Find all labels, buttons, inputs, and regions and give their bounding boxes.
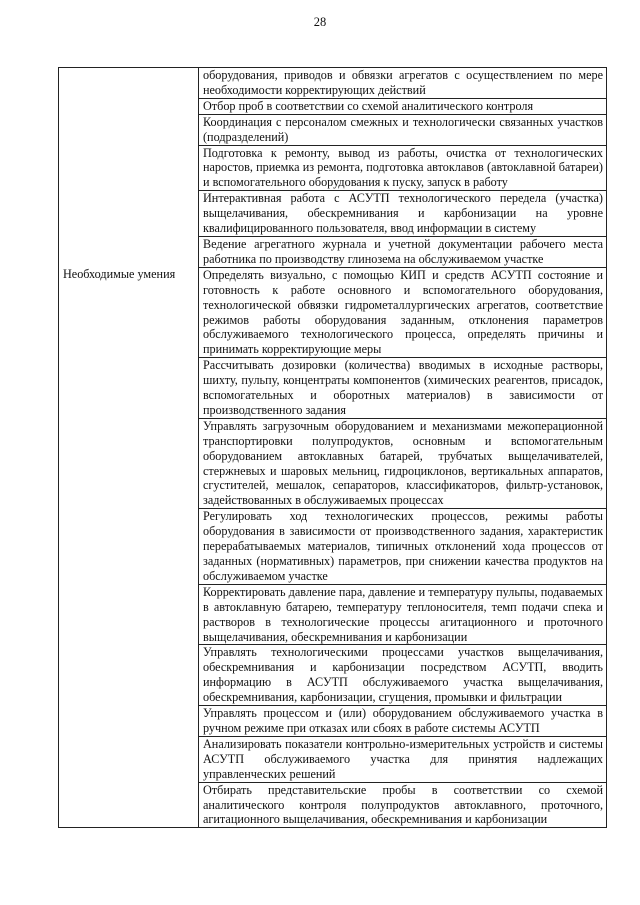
cell-text: Управлять загрузочным оборудованием и механизмами межоперационной транспортировки полупродуктов, основным и вспомогательным оборудованием автоклавных батарей, трубчатых выщелачивателей, стержневых и шаровых мельниц, гидроциклонов, вертикальных аппаратов, сгустителей, мешалок, сепараторов, классификаторов, фильтр-установок, задействованных в обслуживаемых процессах xyxy=(203,418,603,508)
table-cell xyxy=(199,114,607,145)
table-cell xyxy=(199,267,607,357)
table-cell xyxy=(199,358,607,419)
cell-text: Интерактивная работа с АСУТП технологического передела (участка) выщелачивания, обескремнивания и карбонизации на уровне квалифицированного пользователя, ввод информации в систему xyxy=(203,191,603,236)
cell-text: Ведение агрегатного журнала и учетной документации рабочего места работника по производству глинозема на обслуживаемом участке xyxy=(203,236,603,266)
cell-text: Отбор проб в соответствии со схемой аналитического контроля xyxy=(203,98,534,113)
page-number: 28 xyxy=(313,15,327,29)
section-label: Необходимые умения xyxy=(63,267,176,282)
cell-text: Рассчитывать дозировки (количества) вводимых в исходные растворы, шихту, пульпу, концентраты компонентов (химических реагентов, присадок, вспомогательных и оборотных материалов) в зависимости от производственного задания xyxy=(203,358,603,417)
table-cell xyxy=(199,584,607,645)
cell-text: Регулировать ход технологических процессов, режимы работы оборудования в зависимости от производственного задания, характеристик перерабатываемых материалов, типичных отклонений хода процессов от заданных (нормативных) параметров, при снижении качества продуктов на обслуживаемом участке xyxy=(203,509,603,583)
table-row xyxy=(59,68,607,99)
table-row xyxy=(59,267,607,357)
table-cell xyxy=(199,782,607,828)
cell-text: Координация с персоналом смежных и технологически связанных участков (подразделений) xyxy=(203,114,603,144)
table-cell xyxy=(199,706,607,737)
table-cell xyxy=(199,68,607,99)
cell-text: Анализировать показатели контрольно-измерительных устройств и системы АСУТП обслуживаемого участка для принятия надлежащих управленческих решений xyxy=(203,736,603,781)
table-cell xyxy=(199,736,607,782)
competency-table xyxy=(58,67,607,828)
cell-text: Корректировать давление пара, давление и температуру пульпы, подаваемых в автоклавную батарею, температуру теплоносителя, темп подачи спека и растворов в технологические процессы агитационного и проточного выщелачивания, обескремнивания и карбонизации xyxy=(203,584,603,644)
cell-text: оборудования, приводов и обвязки агрегатов с осуществлением по мере необходимости корректирующих действий xyxy=(203,68,603,97)
cell-text: Управлять процессом и (или) оборудованием обслуживаемого участка в ручном режиме при отказах или сбоях в работе системы АСУТП xyxy=(203,706,603,735)
cell-text: Отбирать представительские пробы в соответствии со схемой аналитического контроля полупродуктов автоклавного, проточного, агитационного выщелачивания, обескремнивания и карбонизации xyxy=(203,782,603,827)
cell-text: Управлять технологическими процессами участков выщелачивания, обескремнивания и карбонизации посредством АСУТП, вводить информацию в АСУТП обслуживаемого участка выщелачивания, обескремнивания, карбонизации, сгущения, промывки и фильтрации xyxy=(203,645,603,705)
table-cell xyxy=(199,145,607,191)
table-cell xyxy=(199,98,607,114)
section-label-cell xyxy=(59,267,199,828)
cell-text: Определять визуально, с помощью КИП и средств АСУТП состояние и готовность к работе основного и вспомогательного оборудования, технологической обвязки гидрометаллургических агрегатов, соответствие режимов работы оборудования заданным, отклонения параметров обслуживаемого технологического процесса, определять причины и принимать корректирующие меры xyxy=(203,267,603,357)
table-cell xyxy=(199,418,607,508)
table-cell xyxy=(199,191,607,237)
cell-text: Подготовка к ремонту, вывод из работы, очистка от технологических наростов, приемка из ремонта, подготовка автоклавов (автоклавной батареи) и вспомогательного оборудования к пуску, запуск в работу xyxy=(203,145,603,190)
table-cell xyxy=(199,509,607,585)
section-label-empty-cell xyxy=(59,68,199,268)
table-cell xyxy=(199,236,607,267)
table-cell xyxy=(199,645,607,706)
